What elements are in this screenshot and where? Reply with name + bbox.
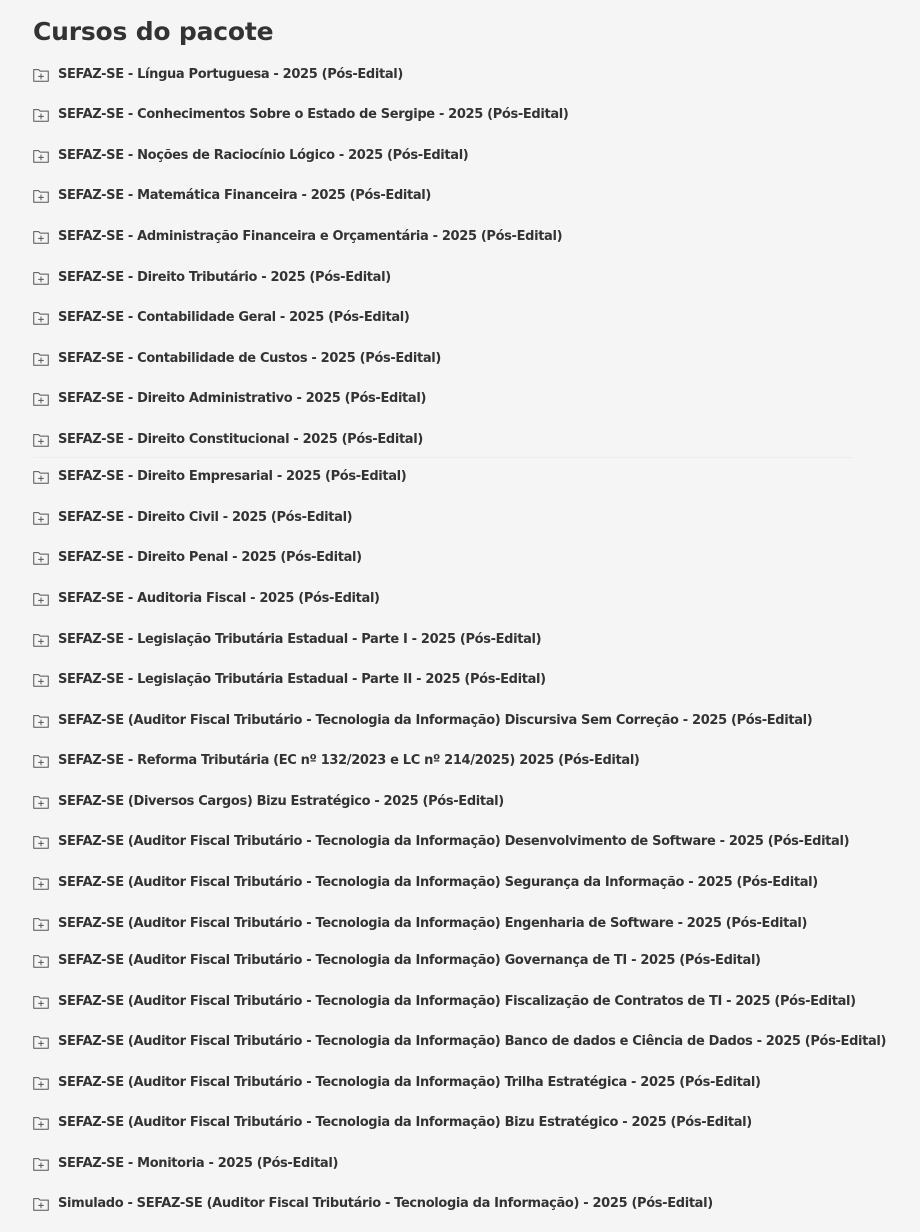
course-item[interactable] xyxy=(33,144,468,168)
course-item[interactable] xyxy=(33,830,849,854)
course-item[interactable] xyxy=(33,912,807,936)
course-item[interactable] xyxy=(33,709,812,733)
course-label: SEFAZ-SE - Noções de Raciocínio Lógico - 2025 (Pós-Edital) xyxy=(58,148,469,163)
folder-plus-icon xyxy=(33,1157,49,1171)
folder-plus-icon xyxy=(33,433,49,447)
course-item[interactable] xyxy=(33,1192,713,1216)
section-divider xyxy=(33,457,853,458)
course-label: SEFAZ-SE - Direito Administrativo - 2025 (Pós-Edital) xyxy=(58,391,427,406)
course-label: SEFAZ-SE - Legislação Tributária Estadual - Parte II - 2025 (Pós-Edital) xyxy=(58,672,546,687)
folder-plus-icon xyxy=(33,1197,49,1211)
course-item[interactable] xyxy=(33,871,818,895)
folder-plus-icon xyxy=(33,352,49,366)
course-label: SEFAZ-SE (Diversos Cargos) Bizu Estratégico - 2025 (Pós-Edital) xyxy=(58,794,504,809)
folder-plus-icon xyxy=(33,189,49,203)
course-label: SEFAZ-SE - Direito Penal - 2025 (Pós-Edital) xyxy=(58,550,362,565)
folder-plus-icon xyxy=(33,1035,49,1049)
course-label: SEFAZ-SE (Auditor Fiscal Tributário - Tecnologia da Informação) Engenharia de Software - 2025 (Pós-Edital) xyxy=(58,916,808,931)
course-item[interactable] xyxy=(33,990,856,1014)
course-label: SEFAZ-SE (Auditor Fiscal Tributário - Tecnologia da Informação) Bizu Estratégico - 2025 (Pós-Edital) xyxy=(58,1115,752,1130)
folder-plus-icon xyxy=(33,876,49,890)
course-item[interactable] xyxy=(33,63,403,87)
course-label: SEFAZ-SE (Auditor Fiscal Tributário - Tecnologia da Informação) Fiscalização de Contratos de TI - 2025 (Pós-Edital) xyxy=(58,994,856,1009)
course-item[interactable] xyxy=(33,587,380,611)
course-item[interactable] xyxy=(33,1071,761,1095)
course-item[interactable] xyxy=(33,628,541,652)
course-item[interactable] xyxy=(33,347,441,371)
folder-plus-icon xyxy=(33,108,49,122)
course-label: SEFAZ-SE (Auditor Fiscal Tributário - Tecnologia da Informação) Discursiva Sem Correção - 2025 (Pós-Edital) xyxy=(58,713,813,728)
folder-plus-icon xyxy=(33,714,49,728)
course-item[interactable] xyxy=(33,387,426,411)
folder-plus-icon xyxy=(33,230,49,244)
course-item[interactable] xyxy=(33,546,362,570)
course-label: SEFAZ-SE (Auditor Fiscal Tributário - Tecnologia da Informação) Banco de dados e Ciência de Dados - 2025 (Pós-Edital) xyxy=(58,1034,887,1049)
course-label: SEFAZ-SE - Contabilidade Geral - 2025 (Pós-Edital) xyxy=(58,310,410,325)
course-label: SEFAZ-SE - Reforma Tributária (EC nº 132/2023 e LC nº 214/2025) 2025 (Pós-Edital) xyxy=(58,753,640,768)
course-label: SEFAZ-SE (Auditor Fiscal Tributário - Tecnologia da Informação) Trilha Estratégica - 2025 (Pós-Edital) xyxy=(58,1075,761,1090)
course-item[interactable] xyxy=(33,103,568,127)
folder-plus-icon xyxy=(33,917,49,931)
course-label: SEFAZ-SE - Direito Civil - 2025 (Pós-Edital) xyxy=(58,510,353,525)
course-label: SEFAZ-SE - Língua Portuguesa - 2025 (Pós-Edital) xyxy=(58,67,403,82)
course-label: SEFAZ-SE - Administração Financeira e Orçamentária - 2025 (Pós-Edital) xyxy=(58,229,563,244)
folder-plus-icon xyxy=(33,511,49,525)
course-label: SEFAZ-SE - Auditoria Fiscal - 2025 (Pós-Edital) xyxy=(58,591,380,606)
folder-plus-icon xyxy=(33,995,49,1009)
course-item[interactable] xyxy=(33,1030,886,1054)
course-item[interactable] xyxy=(33,668,546,692)
course-label: SEFAZ-SE - Monitoria - 2025 (Pós-Edital) xyxy=(58,1156,339,1171)
course-label: SEFAZ-SE (Auditor Fiscal Tributário - Tecnologia da Informação) Desenvolvimento de Software - 2025 (Pós-Edital) xyxy=(58,834,850,849)
course-label: SEFAZ-SE - Direito Empresarial - 2025 (Pós-Edital) xyxy=(58,469,407,484)
course-item[interactable] xyxy=(33,506,352,530)
folder-plus-icon xyxy=(33,754,49,768)
course-label: SEFAZ-SE - Direito Constitucional - 2025 (Pós-Edital) xyxy=(58,432,423,447)
course-label: SEFAZ-SE (Auditor Fiscal Tributário - Tecnologia da Informação) Segurança da Informação - 2025 (Pós-Edital) xyxy=(58,875,818,890)
course-item[interactable] xyxy=(33,428,423,452)
course-item[interactable] xyxy=(33,266,391,290)
folder-plus-icon xyxy=(33,1076,49,1090)
course-label: SEFAZ-SE (Auditor Fiscal Tributário - Tecnologia da Informação) Governança de TI - 2025 (Pós-Edital) xyxy=(58,953,761,968)
folder-plus-icon xyxy=(33,954,49,968)
folder-plus-icon xyxy=(33,673,49,687)
folder-plus-icon xyxy=(33,835,49,849)
course-item[interactable] xyxy=(33,465,406,489)
folder-plus-icon xyxy=(33,795,49,809)
folder-plus-icon xyxy=(33,271,49,285)
course-item[interactable] xyxy=(33,949,761,973)
folder-plus-icon xyxy=(33,633,49,647)
course-item[interactable] xyxy=(33,306,409,330)
course-label: SEFAZ-SE - Legislação Tributária Estadual - Parte I - 2025 (Pós-Edital) xyxy=(58,632,542,647)
folder-plus-icon xyxy=(33,1116,49,1130)
folder-plus-icon xyxy=(33,470,49,484)
course-item[interactable] xyxy=(33,184,431,208)
course-item[interactable] xyxy=(33,790,504,814)
folder-plus-icon xyxy=(33,392,49,406)
course-label: SEFAZ-SE - Direito Tributário - 2025 (Pós-Edital) xyxy=(58,270,391,285)
folder-plus-icon xyxy=(33,311,49,325)
course-item[interactable] xyxy=(33,749,640,773)
folder-plus-icon xyxy=(33,592,49,606)
course-item[interactable] xyxy=(33,225,562,249)
course-item[interactable] xyxy=(33,1152,338,1176)
course-item[interactable] xyxy=(33,1111,752,1135)
folder-plus-icon xyxy=(33,149,49,163)
course-label: SEFAZ-SE - Contabilidade de Custos - 2025 (Pós-Edital) xyxy=(58,351,441,366)
course-label: SEFAZ-SE - Matemática Financeira - 2025 (Pós-Edital) xyxy=(58,188,432,203)
course-label: Simulado - SEFAZ-SE (Auditor Fiscal Tributário - Tecnologia da Informação) - 2025 (Pós-Edital) xyxy=(58,1196,713,1211)
page-title: Cursos do pacote xyxy=(33,17,274,46)
folder-plus-icon xyxy=(33,68,49,82)
folder-plus-icon xyxy=(33,551,49,565)
course-label: SEFAZ-SE - Conhecimentos Sobre o Estado de Sergipe - 2025 (Pós-Edital) xyxy=(58,107,569,122)
